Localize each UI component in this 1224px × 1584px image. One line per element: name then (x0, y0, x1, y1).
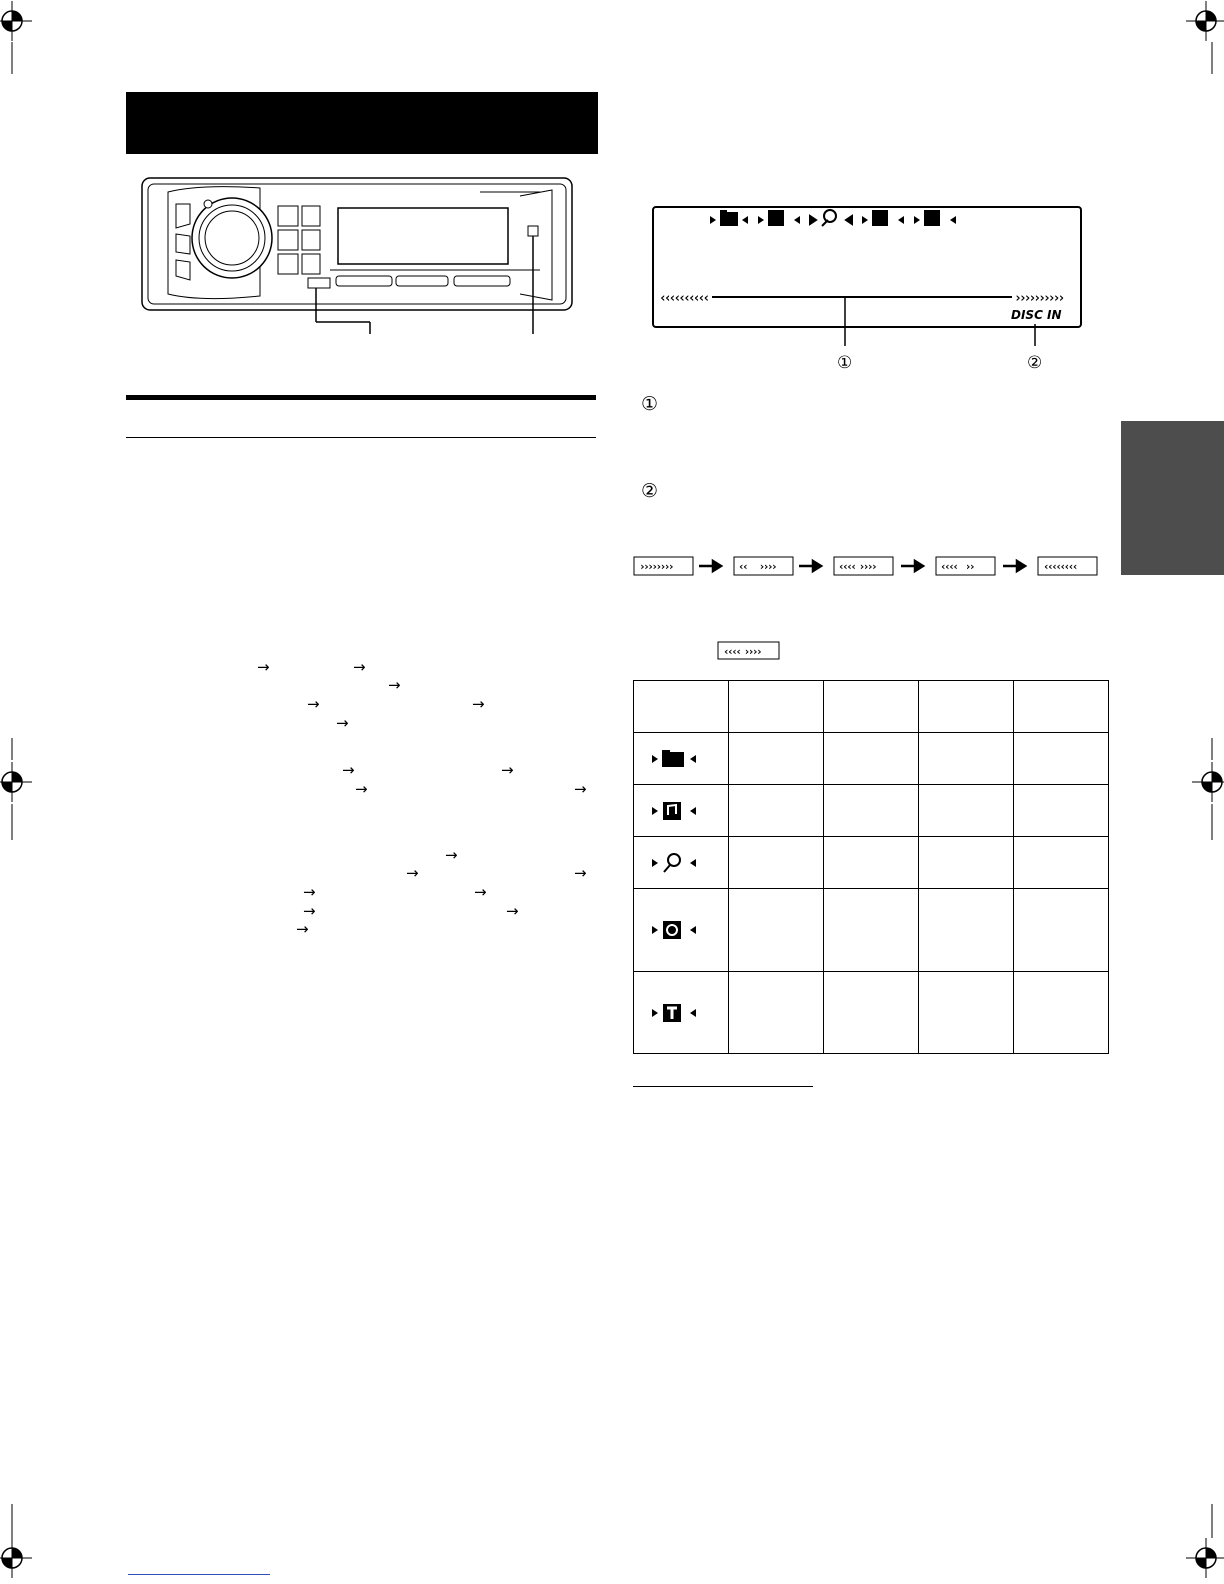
music-note-icon (650, 801, 700, 821)
arrow-icon: → (257, 658, 270, 676)
sequence-state-2: ‹‹ ›››› (738, 560, 776, 573)
icon-reference-table (633, 680, 1109, 1054)
folder-icon (650, 749, 700, 769)
disc-icon (650, 920, 700, 940)
table-cell (919, 785, 1014, 837)
table-cell (634, 681, 729, 733)
table-icon-cell (634, 889, 729, 972)
table-cell (729, 972, 824, 1054)
table-cell (729, 837, 824, 889)
page-footer-link-rule[interactable] (128, 1574, 270, 1575)
sequence-state-3: ‹‹‹‹ ›››› (838, 560, 876, 573)
table-cell (1014, 837, 1109, 889)
arrow-icon: → (574, 780, 587, 798)
table-cell (919, 681, 1014, 733)
table-cell (729, 889, 824, 972)
table-row (634, 889, 1109, 972)
arrow-icon: → (472, 695, 485, 713)
arrow-icon: → (506, 902, 519, 920)
arrow-icon: → (296, 920, 309, 938)
table-icon-cell (634, 972, 729, 1054)
arrow-icon: → (355, 780, 368, 798)
legend-marker-1: ① (641, 393, 659, 415)
arrow-icon: → (303, 883, 316, 901)
progress-left-chevrons: ‹‹‹‹‹‹‹‹‹‹ (659, 291, 708, 306)
table-cell (919, 837, 1014, 889)
table-row (634, 785, 1109, 837)
section-side-tab (1121, 421, 1224, 575)
microphone-icon (650, 852, 700, 874)
display-diagram (650, 204, 1084, 374)
table-icon-cell (634, 733, 729, 785)
arrow-icon: → (307, 695, 320, 713)
table-cell (729, 785, 824, 837)
table-cell (919, 733, 1014, 785)
table-cell (1014, 889, 1109, 972)
arrow-icon: → (445, 846, 458, 864)
table-icon-cell (634, 837, 729, 889)
arrow-icon: → (574, 864, 587, 882)
table-cell (1014, 733, 1109, 785)
table-cell (824, 837, 919, 889)
table-cell (1014, 785, 1109, 837)
table-cell (919, 889, 1014, 972)
arrow-icon: → (342, 761, 355, 779)
arrow-icon: → (406, 864, 419, 882)
arrow-icon: → (501, 761, 514, 779)
table-row (634, 837, 1109, 889)
arrow-icon: → (388, 676, 401, 694)
arrow-icon: → (336, 714, 349, 732)
callout-2: ② (1027, 353, 1043, 373)
table-cell (824, 681, 919, 733)
table-icon-cell (634, 785, 729, 837)
table-cell (729, 733, 824, 785)
table-cell (824, 785, 919, 837)
table-cell (1014, 972, 1109, 1054)
table-row (634, 972, 1109, 1054)
table-cell (729, 681, 824, 733)
arrow-icon: → (303, 902, 316, 920)
svg-text:‹‹‹‹ ››››: ‹‹‹‹ ›››› (723, 645, 761, 658)
heading-rule-thin (126, 437, 596, 438)
table-header-row (634, 681, 1109, 733)
table-cell (919, 972, 1014, 1054)
sequence-state-full: ›››››››› (639, 560, 672, 573)
sequence-state-empty: ‹‹‹‹‹‹‹‹ (1043, 560, 1076, 573)
sequence-state-4: ‹‹‹‹ ›› (940, 560, 973, 573)
inline-display-state (717, 641, 781, 661)
section-title-bar (126, 92, 598, 154)
heading-rule-thick (126, 395, 596, 400)
table-cell (1014, 681, 1109, 733)
legend-marker-2: ② (641, 480, 659, 502)
callout-1: ① (837, 353, 853, 373)
track-title-icon (650, 1003, 700, 1023)
table-cell (824, 733, 919, 785)
arrow-icon: → (353, 658, 366, 676)
footnote-rule (633, 1086, 813, 1087)
progress-right-chevrons: ›››››››››› (1014, 291, 1063, 306)
table-row (634, 733, 1109, 785)
table-cell (824, 972, 919, 1054)
disc-in-indicator: DISC IN (1011, 308, 1062, 322)
table-cell (824, 889, 919, 972)
arrow-icon: → (474, 883, 487, 901)
display-state-sequence (633, 555, 1099, 579)
head-unit-illustration (140, 176, 576, 336)
